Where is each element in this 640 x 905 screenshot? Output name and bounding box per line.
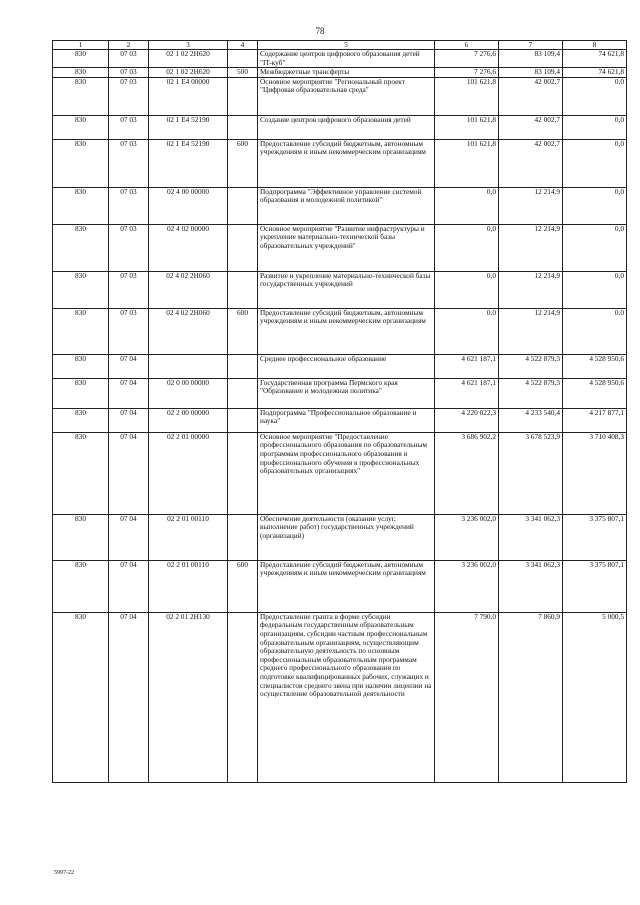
table-cell-c7: 12 214,9 [499,308,563,354]
table-row [53,408,627,432]
table-cell-c4 [228,224,258,271]
table-cell-c4 [228,408,258,432]
table-cell-c8: 3 375 807,1 [563,560,627,612]
table-row [53,432,627,514]
table-cell-c3: 02 1 Е4 52190 [149,115,228,139]
table-cell-c4: 600 [228,139,258,187]
table-cell-c2: 07 03 [109,68,149,78]
table-cell-c6: 0,0 [435,308,499,354]
table-cell-c7: 3 678 523,9 [499,432,563,514]
table-cell-c3: 02 2 01 00110 [149,514,228,560]
table-cell-c4: 500 [228,68,258,78]
table-cell-c2: 07 04 [109,432,149,514]
table-cell-c3: 02 1 Е4 52190 [149,139,228,187]
table-cell-c3: 02 0 00 00000 [149,378,228,408]
table-cell-c8: 74 621,8 [563,68,627,78]
table-cell-c7: 12 214,9 [499,224,563,271]
table-cell-c4 [228,271,258,308]
table-cell-c6: 101 621,8 [435,77,499,115]
table-cell-c6: 0,0 [435,187,499,224]
table-cell-c7: 12 214,9 [499,271,563,308]
table-cell-c4 [228,115,258,139]
table-cell-c8: 4 528 950,6 [563,378,627,408]
table-cell-c5: Среднее профессиональное образование [258,354,435,378]
table-cell-c7: 83 109,4 [499,68,563,78]
column-header: 4 [228,41,258,50]
table-row [53,354,627,378]
table-cell-c1: 830 [53,308,109,354]
table-cell-c2: 07 03 [109,187,149,224]
column-header: 7 [499,41,563,50]
table-cell-c5: Развитие и укрепление материально-технической базы государственных учреждений [258,271,435,308]
table-cell-c5: Основное мероприятие "Развитие инфраструктуры и укрепление материально-технической базы образовательных учреждений" [258,224,435,271]
table-cell-c3: 02 1 02 2Н620 [149,50,228,68]
table-row [53,139,627,187]
table-cell-c7: 4 522 879,3 [499,378,563,408]
table-cell-c1: 830 [53,612,109,782]
table-cell-c3: 02 4 02 2Н060 [149,308,228,354]
table-cell-c2: 07 04 [109,408,149,432]
column-header: 6 [435,41,499,50]
table-cell-c5: Предоставление субсидий бюджетным, автономным учреждениям и иным некоммерческим организациям [258,308,435,354]
table-cell-c3: 02 2 01 00110 [149,560,228,612]
table-row [53,115,627,139]
table-cell-c6: 4 621 187,1 [435,378,499,408]
table-cell-c8: 0,0 [563,139,627,187]
table-cell-c1: 830 [53,514,109,560]
table-cell-c2: 07 03 [109,139,149,187]
table-cell-c6: 0,0 [435,271,499,308]
table-cell-c5: Предоставление гранта в форме субсидии федеральным государственным образовательным организациям, субсидии частным профессиональным образовательным организациям, осуществляющим образовательную деятельность по основным профессиональным образовательным программам среднего профессионального образования по подготовке квалифицированных рабочих, служащих и специалистов среднего звена при наличии лицензии на осуществление образовательной деятельности [258,612,435,782]
table-cell-c3: 02 1 Е4 00000 [149,77,228,115]
table-cell-c6: 101 621,8 [435,139,499,187]
table-cell-c8: 0,0 [563,224,627,271]
table-cell-c8: 0,0 [563,187,627,224]
table-cell-c8: 3 375 807,1 [563,514,627,560]
table-cell-c2: 07 03 [109,77,149,115]
table-cell-c5: Обеспечение деятельности (оказание услуг, выполнение работ) государственных учреждений (организаций) [258,514,435,560]
table-cell-c7: 4 522 879,3 [499,354,563,378]
table-cell-c5: Подпрограмма "Профессиональное образование и наука" [258,408,435,432]
table-cell-c3: 02 2 00 00000 [149,408,228,432]
table-row [53,612,627,782]
table-cell-c2: 07 04 [109,560,149,612]
table-cell-c3: 02 4 02 2Н060 [149,271,228,308]
column-header: 2 [109,41,149,50]
table-cell-c6: 0,0 [435,224,499,271]
table-cell-c6: 101 621,8 [435,115,499,139]
table-cell-c2: 07 04 [109,354,149,378]
column-header: 5 [258,41,435,50]
table-cell-c6: 4 621 187,1 [435,354,499,378]
table-row [53,77,627,115]
table-cell-c1: 830 [53,224,109,271]
table-cell-c1: 830 [53,77,109,115]
table-cell-c5: Межбюджетные трансферты [258,68,435,78]
table-cell-c2: 07 03 [109,50,149,68]
table-cell-c4 [228,50,258,68]
table-cell-c6: 7 790,0 [435,612,499,782]
table-row [53,271,627,308]
page-number: 78 [315,26,325,36]
table-cell-c6: 3 686 902,2 [435,432,499,514]
table-row [53,68,627,78]
table-cell-c2: 07 04 [109,612,149,782]
table-cell-c7: 83 109,4 [499,50,563,68]
table-cell-c3 [149,354,228,378]
table-cell-c2: 07 03 [109,271,149,308]
table-cell-c6: 3 236 002,0 [435,560,499,612]
table-cell-c8: 74 621,8 [563,50,627,68]
table-row [53,560,627,612]
table-row [53,308,627,354]
table-cell-c2: 07 04 [109,378,149,408]
table-cell-c1: 830 [53,68,109,78]
table-cell-c7: 12 214,9 [499,187,563,224]
table-row [53,514,627,560]
table-cell-c7: 42 002,7 [499,77,563,115]
table-cell-c3: 02 4 00 00000 [149,187,228,224]
table-cell-c5: Содержание центров цифрового образования детей "IT-куб" [258,50,435,68]
table-cell-c1: 830 [53,378,109,408]
table-cell-c6: 7 276,6 [435,50,499,68]
table-cell-c6: 3 236 002,0 [435,514,499,560]
table-cell-c8: 3 710 408,3 [563,432,627,514]
table-cell-c1: 830 [53,115,109,139]
table-cell-c2: 07 03 [109,115,149,139]
table-cell-c4 [228,514,258,560]
table-row [53,187,627,224]
table-cell-c5: Предоставление субсидий бюджетным, автономным учреждениям и иным некоммерческим организациям [258,560,435,612]
table-cell-c4 [228,187,258,224]
table-row [53,50,627,68]
table-cell-c3: 02 1 02 2Н620 [149,68,228,78]
header-row [53,41,627,50]
table-cell-c7: 3 341 062,3 [499,560,563,612]
table-cell-c8: 0,0 [563,115,627,139]
table-cell-c5: Предоставление субсидий бюджетным, автономным учреждениям и иным некоммерческим организациям [258,139,435,187]
table-cell-c5: Основное мероприятие "Региональный проект "Цифровая образовательная среда" [258,77,435,115]
table-cell-c2: 07 04 [109,514,149,560]
table-cell-c8: 0,0 [563,308,627,354]
table-cell-c7: 3 341 062,3 [499,514,563,560]
table-cell-c3: 02 2 01 00000 [149,432,228,514]
table-cell-c7: 4 233 540,4 [499,408,563,432]
table-cell-c4 [228,432,258,514]
table-cell-c1: 830 [53,139,109,187]
table-cell-c7: 42 002,7 [499,139,563,187]
table-cell-c4 [228,77,258,115]
table-cell-c7: 7 860,9 [499,612,563,782]
table-cell-c6: 4 220 022,3 [435,408,499,432]
table-cell-c1: 830 [53,408,109,432]
table-cell-c1: 830 [53,50,109,68]
column-header: 1 [53,41,109,50]
table-cell-c4 [228,354,258,378]
footer-code: 5997-22 [54,870,74,876]
table-cell-c4: 600 [228,560,258,612]
column-header: 8 [563,41,627,50]
table-row [53,378,627,408]
table-cell-c5: Создание центров цифрового образования детей [258,115,435,139]
table-cell-c5: Подпрограмма "Эффективное управление системой образования и молодежной политикой" [258,187,435,224]
table-cell-c5: Государственная программа Пермского края "Образование и молодежная политика" [258,378,435,408]
table-cell-c8: 0,0 [563,77,627,115]
table-row [53,224,627,271]
table-cell-c7: 42 002,7 [499,115,563,139]
table-cell-c3: 02 4 02 00000 [149,224,228,271]
table-cell-c8: 0,0 [563,271,627,308]
table-cell-c2: 07 03 [109,224,149,271]
table-cell-c1: 830 [53,354,109,378]
table-cell-c2: 07 03 [109,308,149,354]
budget-table [52,40,627,783]
table-cell-c3: 02 2 01 2Н130 [149,612,228,782]
table-cell-c4 [228,378,258,408]
table-cell-c6: 7 276,6 [435,68,499,78]
table-cell-c4: 600 [228,308,258,354]
table-cell-c1: 830 [53,432,109,514]
table-cell-c8: 5 000,5 [563,612,627,782]
table-cell-c8: 4 217 877,1 [563,408,627,432]
table-cell-c1: 830 [53,271,109,308]
column-header: 3 [149,41,228,50]
table-cell-c4 [228,612,258,782]
table-cell-c1: 830 [53,187,109,224]
table-cell-c1: 830 [53,560,109,612]
table-cell-c5: Основное мероприятие "Предоставление профессионального образования по образовательным программам профессионального образования и профессионального обучения в профессиональных образовательных организациях" [258,432,435,514]
table-cell-c8: 4 528 950,6 [563,354,627,378]
